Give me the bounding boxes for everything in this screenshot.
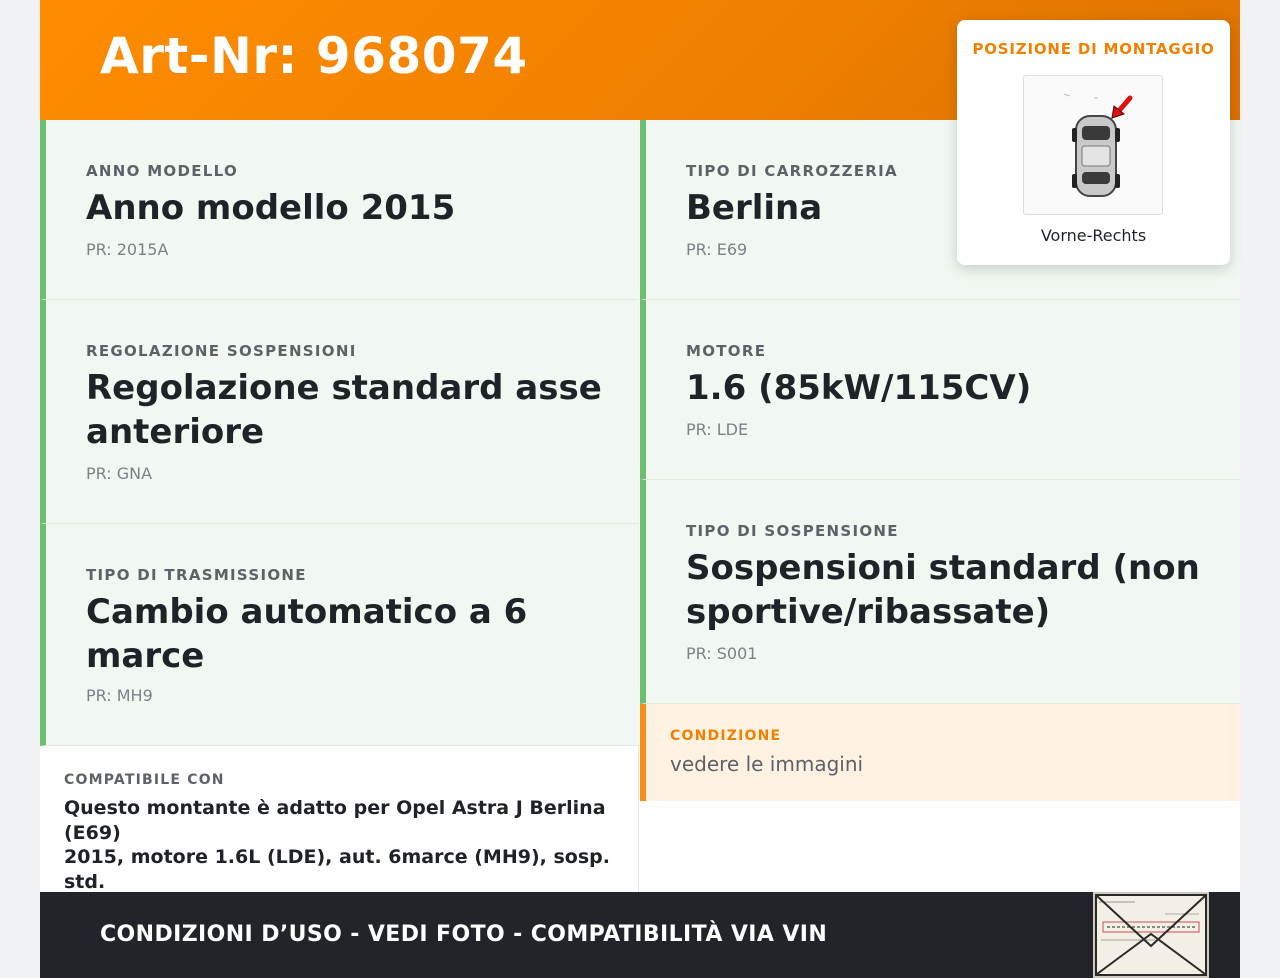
spec-suspension-adjust: [40, 300, 639, 524]
spec-engine: [640, 300, 1240, 480]
footer-bar: [40, 892, 1240, 978]
article-number-title: Art-Nr: 968074: [100, 27, 528, 85]
mounting-position-label: Vorne-Rechts: [1040, 226, 1147, 245]
spec-code: PR: LDE: [686, 420, 749, 439]
product-page: [40, 0, 1240, 978]
compatibility-section: [40, 746, 639, 892]
condition-label: CONDIZIONE: [670, 728, 782, 744]
spec-value-line1: Cambio automatico a 6: [86, 592, 528, 632]
compatibility-line: 2015, motore 1.6L (LDE), aut. 6marce (MH9), sosp. std.: [64, 846, 610, 893]
spec-label: REGOLAZIONE SOSPENSIONI: [86, 342, 357, 360]
spec-label: MOTORE: [686, 342, 767, 360]
document-image: [1095, 894, 1207, 976]
compatibility-label: COMPATIBILE CON: [64, 772, 225, 788]
spec-label: ANNO MODELLO: [86, 162, 238, 180]
spec-value: Anno modello 2015: [86, 188, 456, 228]
vehicle-document-thumbnail[interactable]: [1093, 892, 1209, 978]
spec-value-line2: sportive/ribassate): [686, 592, 1051, 632]
spec-suspension-type: [640, 480, 1240, 704]
compatibility-line: Questo montante è adatto per Opel Astra J Berlina (E69): [64, 797, 606, 844]
spec-label: TIPO DI SOSPENSIONE: [686, 522, 899, 540]
footer-terms: CONDIZIONI D’USO - VEDI FOTO - COMPATIBILITÀ VIA VIN: [100, 922, 828, 947]
spec-value: Berlina: [686, 188, 823, 228]
spec-value-line2: anteriore: [86, 412, 265, 452]
mounting-position-card: [957, 20, 1230, 265]
mounting-diagram[interactable]: [1023, 75, 1163, 215]
spec-label: TIPO DI CARROZZERIA: [686, 162, 898, 180]
spec-value-line2: marce: [86, 636, 205, 676]
mounting-title: POSIZIONE DI MONTAGGIO: [972, 40, 1215, 58]
spec-code: PR: MH9: [86, 686, 153, 705]
spec-transmission: [40, 524, 639, 746]
condition-value: vedere le immagini: [670, 752, 864, 776]
car-top-view-icon: [1024, 76, 1162, 214]
spec-code: PR: 2015A: [86, 240, 169, 259]
spec-code: PR: E69: [686, 240, 748, 259]
spec-code: PR: S001: [686, 644, 758, 663]
spec-code: PR: GNA: [86, 464, 153, 483]
condition-section: [640, 704, 1240, 801]
spec-value-line1: Sospensioni standard (non: [686, 548, 1200, 588]
spec-value-line1: Regolazione standard asse: [86, 368, 602, 408]
spec-model-year: [40, 120, 639, 300]
spec-value: 1.6 (85kW/115CV): [686, 368, 1032, 408]
spec-label: TIPO DI TRASMISSIONE: [86, 566, 307, 584]
